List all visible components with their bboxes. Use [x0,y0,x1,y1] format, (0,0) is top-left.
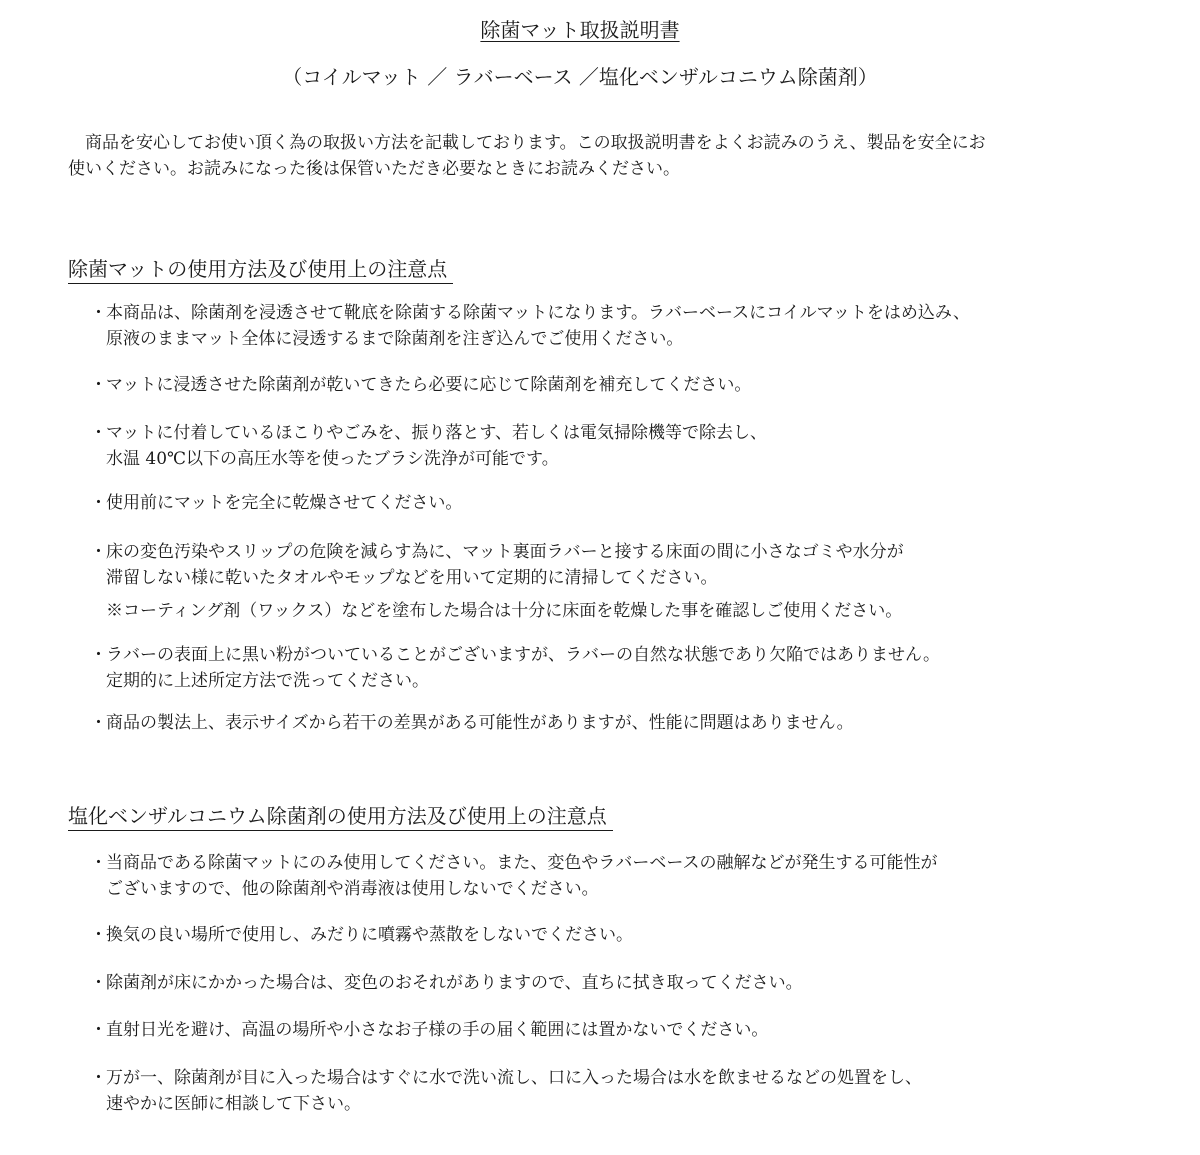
bullet-dot: ・ [90,303,107,323]
disinfectant-usage-list [90,850,1150,1140]
document-title [0,16,1160,44]
bullet-dot: ・ [90,423,107,443]
list-item-text: 使用前にマットを完全に乾燥させてください。 [106,493,463,513]
bullet-dot: ・ [90,925,107,945]
list-item [90,490,1150,516]
list-item [90,372,1150,398]
section-heading-disinfectant: 塩化ベンザルコニウム除菌剤の使用方法及び使用上の注意点 [68,802,613,831]
intro-paragraph [68,130,1138,182]
bullet-dot: ・ [90,713,107,733]
list-item [90,970,1150,996]
list-item [90,539,1150,591]
document-subtitle: （コイルマット ／ ラバーベース ／塩化ベンザルコニウム除菌剤） [282,65,878,89]
list-item-text: 床の変色汚染やスリップの危険を減らす為に、マット裏面ラバーと接する床面の間に小さなゴミや水分が 滞留しない様に乾いたタオルやモップなどを用いて定期的に清掃してください。 [106,542,904,588]
list-item-text: マットに浸透させた除菌剤が乾いてきたら必要に応じて除菌剤を補充してください。 [106,375,752,395]
list-item [90,850,1150,902]
bullet-dot: ・ [90,645,107,665]
bullet-dot: ・ [90,853,107,873]
list-item-text: 除菌剤が床にかかった場合は、変色のおそれがありますので、直ちに拭き取ってください。 [106,973,803,993]
list-item [90,922,1150,948]
list-item [90,710,1150,736]
list-item [90,1065,1150,1117]
list-item-text: ラバーの表面上に黒い粉がついていることがございますが、ラバーの自然な状態であり欠陥ではありません。 定期的に上述所定方法で洗ってください。 [106,645,941,691]
list-item-text: マットに付着しているほこりやごみを、振り落とす、若しくは電気掃除機等で除去し、 水温 40℃以下の高圧水等を使ったブラシ洗浄が可能です。 [106,423,767,469]
list-item-text: 換気の良い場所で使用し、みだりに噴霧や蒸散をしないでください。 [106,925,633,945]
bullet-dot: ・ [90,493,107,513]
bullet-dot: ・ [90,1068,107,1088]
list-item [90,1017,1150,1043]
coating-note: ※コーティング剤（ワックス）などを塗布した場合は十分に床面を乾燥した事を確認しご使用ください。 [106,601,903,621]
list-item-text: 本商品は、除菌剤を浸透させて靴底を除菌する除菌マットになります。ラバーベースにコイルマットをはめ込み、 原液のままマット全体に浸透するまで除菌剤を注ぎ込んでご使用ください。 [106,303,970,349]
bullet-dot: ・ [90,542,107,562]
section-heading-mat: 除菌マットの使用方法及び使用上の注意点 [68,255,453,284]
list-item-text: 当商品である除菌マットにのみ使用してください。また、変色やラバーベースの融解などが発生する可能性が ございますので、他の除菌剤や消毒液は使用しないでください。 [106,853,938,899]
document-title-text: 除菌マット取扱説明書 [480,18,680,42]
list-item [90,420,1150,472]
bullet-dot: ・ [90,375,107,395]
bullet-dot: ・ [90,1020,107,1040]
list-item-text: 商品の製法上、表示サイズから若干の差異がある可能性がありますが、性能に問題はありません。 [106,713,854,733]
mat-usage-list [90,300,1150,750]
intro-line: 商品を安心してお使い頂く為の取扱い方法を記載しております。この取扱説明書をよくお読みのうえ、製品を安全にお [85,133,986,153]
list-item-text: 直射日光を避け、高温の場所や小さなお子様の手の届く範囲には置かないでください。 [106,1020,769,1040]
list-item [90,300,1150,352]
intro-line: 使いください。お読みになった後は保管いただき必要なときにお読みください。 [68,159,680,179]
list-item-text: 万が一、除菌剤が目に入った場合はすぐに水で洗い流し、口に入った場合は水を飲ませるなどの処置をし、 速やかに医師に相談して下さい。 [106,1068,922,1114]
list-item [90,642,1150,694]
bullet-dot: ・ [90,973,107,993]
